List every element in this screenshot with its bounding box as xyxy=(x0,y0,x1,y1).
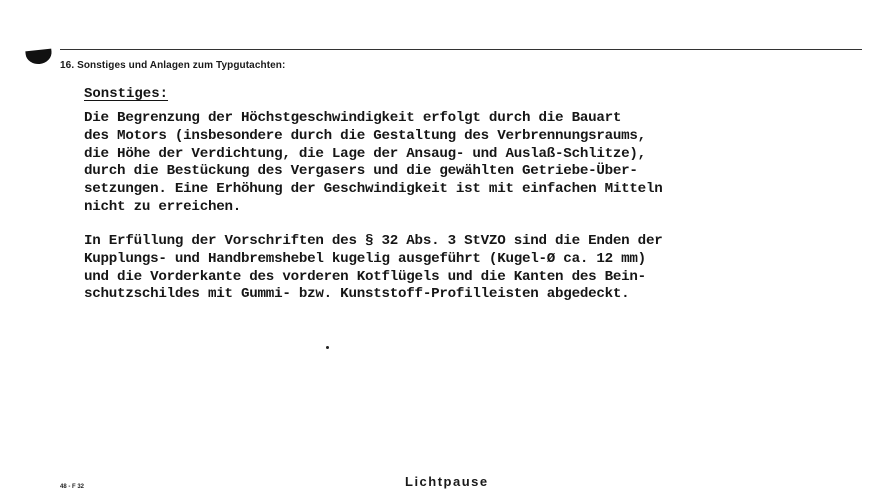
section-heading: 16. Sonstiges und Anlagen zum Typgutachten: xyxy=(60,60,286,71)
paragraph-stvzo xyxy=(84,233,662,304)
text-line: Die Begrenzung der Höchstgeschwindigkeit erfolgt durch die Bauart xyxy=(84,110,622,126)
text-line: In Erfüllung der Vorschriften des § 32 Abs. 3 StVZO sind die Enden der xyxy=(84,233,663,249)
text-line: nicht zu erreichen. xyxy=(84,198,242,215)
form-code: 48 - F 32 xyxy=(60,484,85,490)
paragraph-speed-limit xyxy=(84,110,662,217)
text-line: schutzschildes mit Gummi- bzw. Kunststoff-Profilleisten abgedeckt. xyxy=(84,286,630,303)
text-line: Kupplungs- und Handbremshebel kugelig ausgeführt (Kugel-Ø ca. 12 mm) xyxy=(84,250,646,267)
text-line: und die Vorderkante des vorderen Kotflügels und die Kanten des Bein- xyxy=(84,268,646,285)
text-line: durch die Bestückung des Vergasers und die gewählten Getriebe-Über- xyxy=(84,163,638,180)
text-line: die Höhe der Verdichtung, die Lage der Ansaug- und Auslaß-Schlitze), xyxy=(84,145,646,162)
text-line: des Motors (insbesondere durch die Gestaltung des Verbrennungsraums, xyxy=(84,127,646,144)
footer-title: Lichtpause xyxy=(405,474,489,489)
stray-dot xyxy=(326,346,329,349)
subsection-title: Sonstiges: xyxy=(84,86,169,102)
header-rule xyxy=(60,49,862,50)
punch-hole-mark xyxy=(25,49,52,66)
text-line: setzungen. Eine Erhöhung der Geschwindigkeit ist mit einfachen Mitteln xyxy=(84,181,663,198)
